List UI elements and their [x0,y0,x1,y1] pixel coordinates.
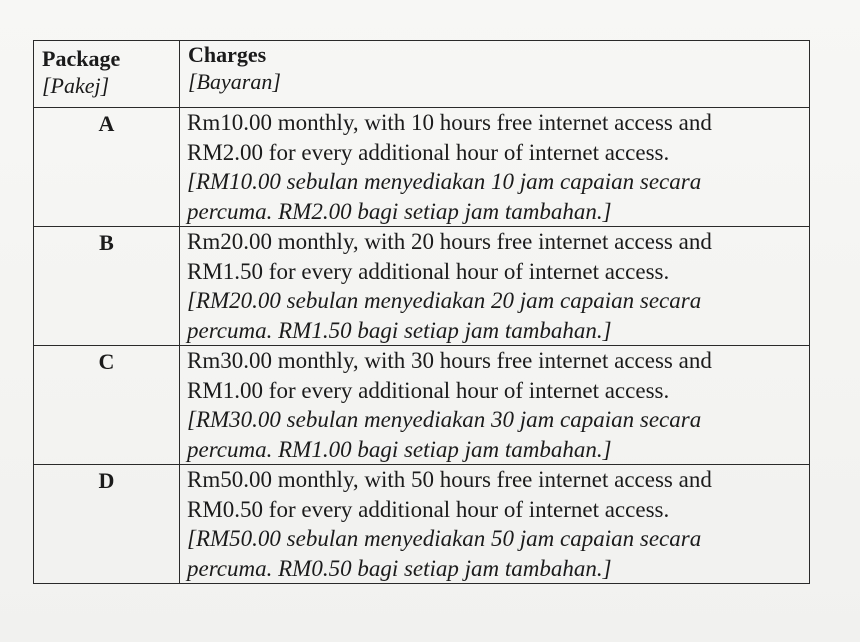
charges-en-line: RM1.50 for every additional hour of internet access. [187,258,670,284]
header-package-translation: [Pakej] [42,73,110,98]
charges-ms-line: [RM20.00 sebulan menyediakan 20 jam capaian secara [187,288,702,313]
charges-ms-line: percuma. RM1.50 bagi setiap jam tambahan.] [187,317,612,343]
charges-en-line: RM2.00 for every additional hour of internet access. [187,139,670,165]
package-cell: B [34,227,180,346]
package-cell: D [34,465,180,584]
charges-cell [180,108,810,227]
charges-ms-line: percuma. RM2.00 bagi setiap jam tambahan.] [187,198,612,224]
header-charges-label: Charges [188,42,267,67]
package-charges-table [33,40,810,584]
table-row [34,227,810,346]
table-header-row [34,41,810,108]
charges-en-line: Rm20.00 monthly, with 20 hours free internet access and [187,229,712,254]
header-package-label: Package [42,46,121,71]
header-charges-translation: [Bayaran] [188,69,281,94]
table-row [34,346,810,465]
charges-cell [180,465,810,584]
charges-ms-line: percuma. RM1.00 bagi setiap jam tambahan.] [187,436,612,462]
charges-en-line: RM0.50 for every additional hour of internet access. [187,496,670,522]
charges-ms-line: [RM50.00 sebulan menyediakan 50 jam capaian secara [187,526,702,551]
charges-ms-line: [RM10.00 sebulan menyediakan 10 jam capaian secara [187,169,702,194]
charges-en-line: Rm10.00 monthly, with 10 hours free internet access and [187,110,712,135]
table-row [34,465,810,584]
charges-en-line: Rm50.00 monthly, with 50 hours free internet access and [187,467,712,492]
header-package [34,41,180,108]
charges-en-line: RM1.00 for every additional hour of internet access. [187,377,670,403]
charges-en-line: Rm30.00 monthly, with 30 hours free internet access and [187,348,712,373]
package-cell: C [34,346,180,465]
charges-cell [180,227,810,346]
charges-ms-line: [RM30.00 sebulan menyediakan 30 jam capaian secara [187,407,702,432]
charges-ms-line: percuma. RM0.50 bagi setiap jam tambahan.] [187,555,612,581]
charges-cell [180,346,810,465]
header-charges [180,41,810,108]
package-cell: A [34,108,180,227]
table-row [34,108,810,227]
